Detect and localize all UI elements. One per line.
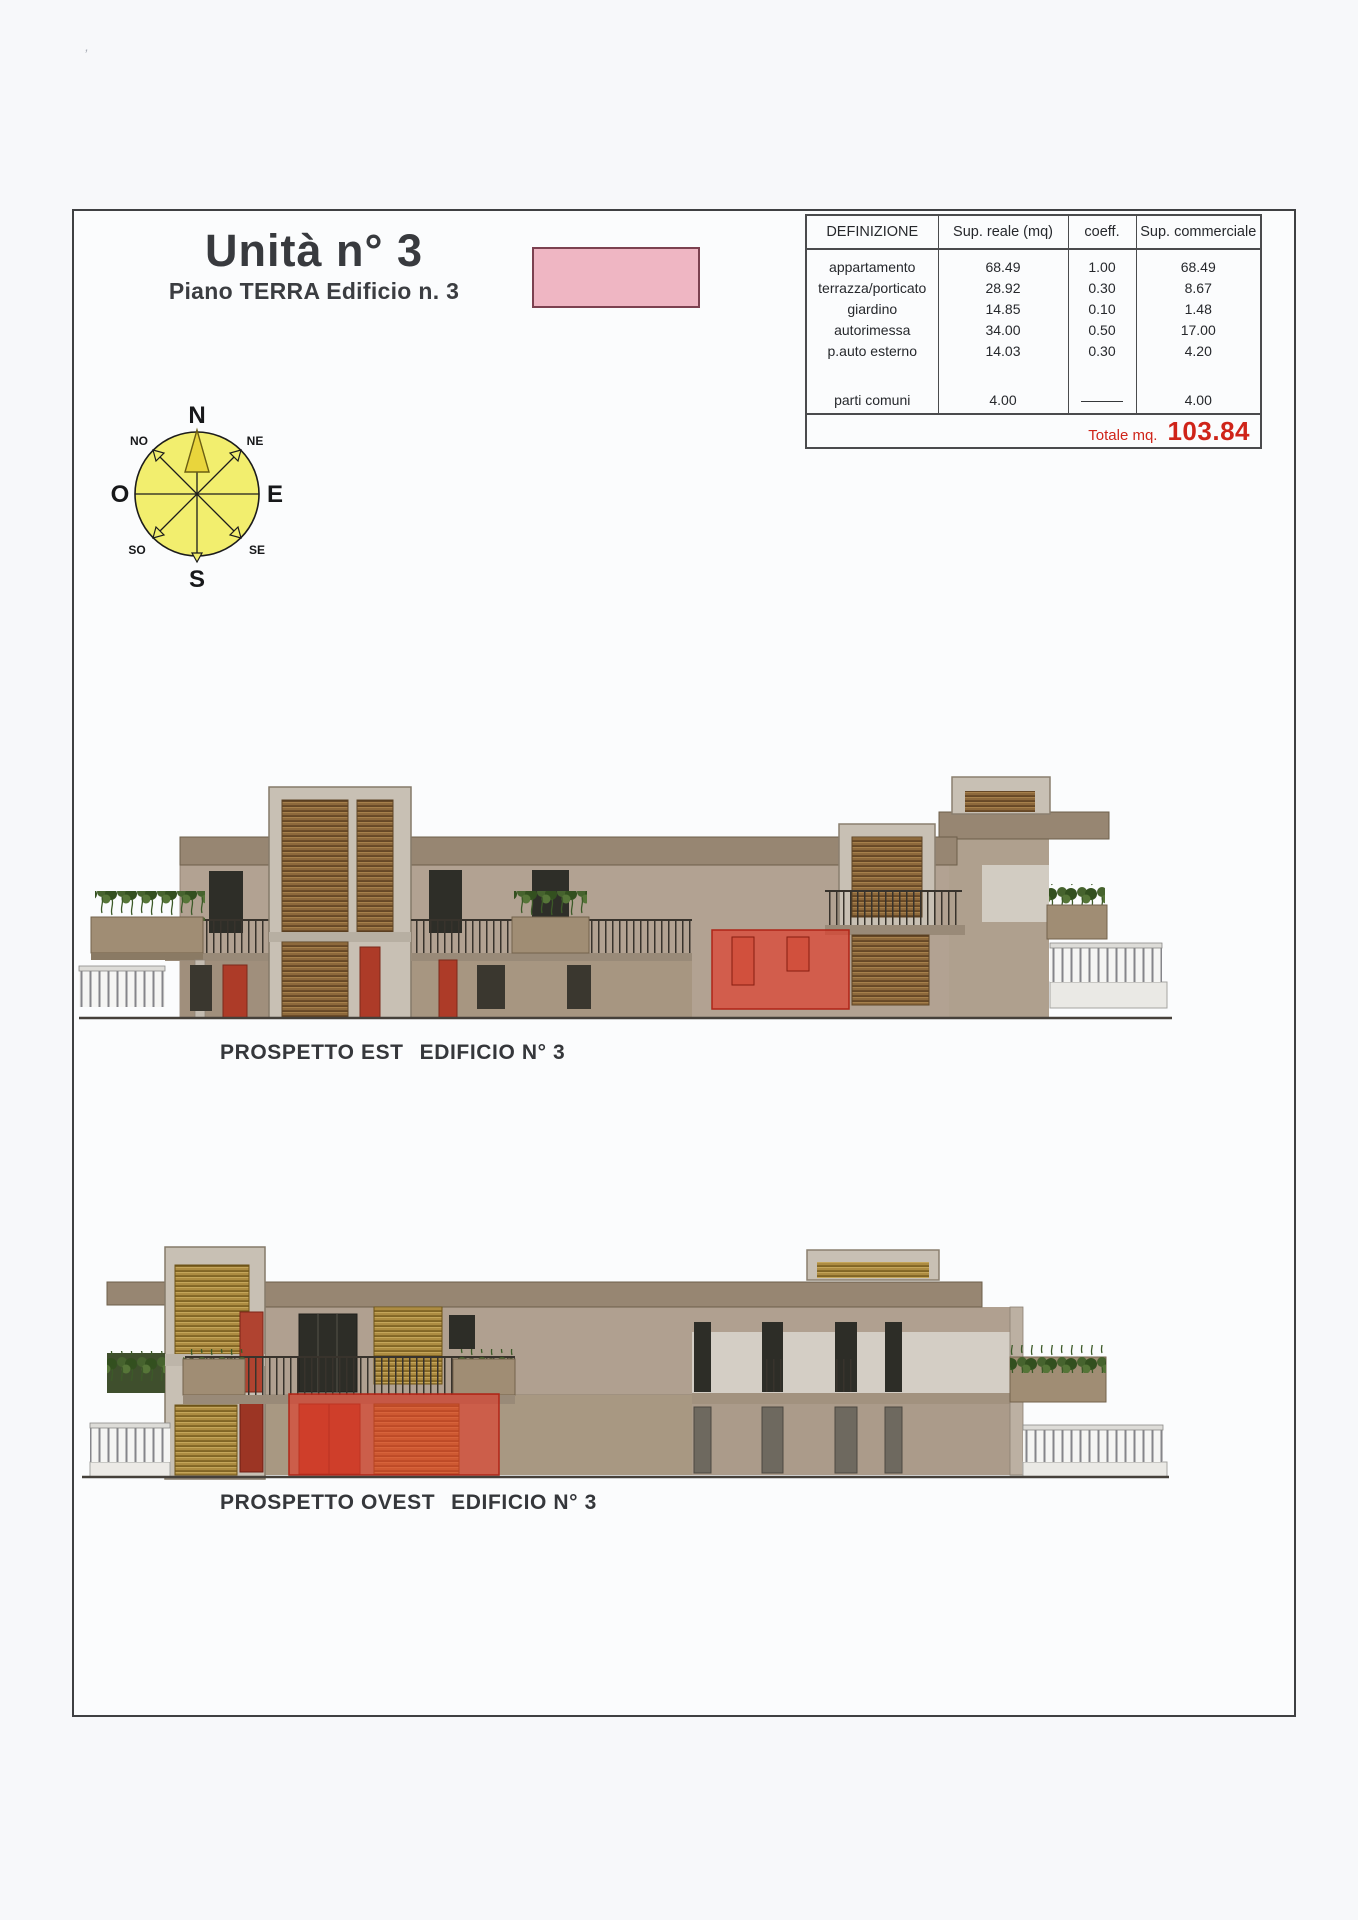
table-row: autorimessa 34.00 0.50 17.00 [806, 319, 1261, 340]
elevation-east-drawing [77, 767, 1197, 1037]
elevation-west-caption: PROSPETTO OVEST EDIFICIO N° 3 [220, 1491, 597, 1514]
table-row: appartamento 68.49 1.00 68.49 [806, 249, 1261, 277]
elevation-east-caption: PROSPETTO EST EDIFICIO N° 3 [220, 1041, 566, 1064]
unit-color-swatch [532, 247, 700, 308]
compass-o: O [110, 481, 130, 508]
compass-no: NO [130, 434, 148, 448]
col-header-definizione: DEFINIZIONE [806, 215, 938, 249]
compass-rose-icon [102, 399, 297, 599]
title-block [144, 227, 484, 305]
table-row: giardino 14.85 0.10 1.48 [806, 298, 1261, 319]
col-header-coeff: coeff. [1068, 215, 1136, 249]
col-header-sup-commerciale: Sup. commerciale [1136, 215, 1261, 249]
table-spacer-row [806, 361, 1261, 387]
col-header-sup-reale: Sup. reale (mq) [938, 215, 1068, 249]
table-row-parti-comuni: parti comuni 4.00 ——— 4.00 [806, 387, 1261, 414]
table-row: p.auto esterno 14.03 0.30 4.20 [806, 340, 1261, 361]
compass-se: SE [248, 543, 266, 557]
unit-highlight-east [712, 930, 849, 1009]
west-building [90, 1247, 1167, 1479]
total-value: 103.84 [1167, 415, 1250, 446]
compass-so: SO [128, 543, 146, 557]
table-row: terrazza/porticato 28.92 0.30 8.67 [806, 277, 1261, 298]
drawing-sheet-frame [72, 209, 1296, 1717]
east-building [79, 777, 1167, 1018]
areas-table [805, 214, 1262, 449]
compass-ne: NE [246, 434, 264, 448]
page-title: Unità n° 3 [204, 225, 423, 276]
unit-highlight-west [289, 1394, 499, 1475]
compass-n: N [188, 402, 206, 429]
scan-artifact: ’ [84, 46, 88, 62]
page-subtitle: Piano TERRA Edificio n. 3 [168, 278, 460, 305]
table-total-row [806, 414, 1261, 448]
table-header-row [806, 215, 1261, 249]
total-label: Totale mq. [1088, 426, 1158, 444]
elevation-west-drawing [77, 1237, 1197, 1502]
compass-s: S [188, 566, 206, 593]
compass-e: E [266, 481, 284, 508]
